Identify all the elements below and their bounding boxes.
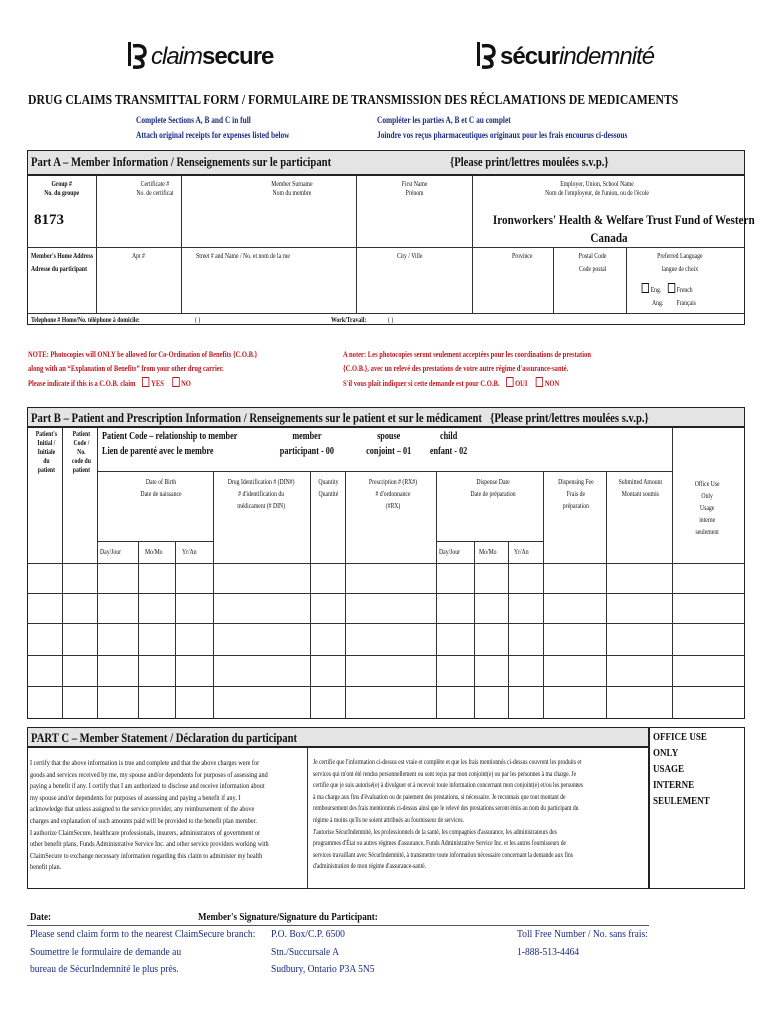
footer-send-fr-1: Soumettre le formulaire de demande au [30,946,182,958]
instructions-en-2: Attach original receipts for expenses listed below [136,130,290,140]
relationship-header: Patient Code – relationship to member Lien de parenté avec le membre [102,431,238,457]
date-label: Date: [30,911,52,923]
footer-send-fr-2: bureau de SécurIndemnité le plus près. [30,963,179,975]
dispensing-fee-header: Dispensing Fee Frais de préparation [558,478,594,510]
street-label: Street # and Name / No. et nom de la rue [196,252,290,260]
securindemnite-logo: sécurindemnité [476,40,646,74]
instructions-fr-1: Compléter les parties A, B et C au complet [377,115,511,125]
patient-initial-header: Patient's Initial / Initiale du patient [35,430,58,474]
statement-fr: Je certifie que l'information ci-dessus est vraie et complète et que les frais mentionnés ci-dessus couvrent les produits et services qui m'ont été rendus personnellement ou sont reçus par mon conjoint(e) ou par les personnes à ma charge. Je certifie que je suis autorisé(e) à divulguer et à recevoir toute information concernant mon conjoint(e) et/ou les personnes à ma charge aux fins d'évaluation ou de paiement des prestations, si nécessaire. Je reconnais que tout montant de remboursement des frais mentionnés ci-dessus ainsi que le relevé des prestations seront émis au nom du participant du régime à moins qu'ils ne soient attribués au fournisseur de services. J'autorise SécurIndemnité, les professionnels de la santé, les compagnies d'assurance, les administrateurs des programmes d'État ou autres régimes d'assurance, Funds Administrative Service Inc. et les autres fournisseurs de services travaillant avec SécurIndemnité, à transmettre toute information nécessaire concernant la demande aux fins d'administration de mon régime d'assurance-santé. [313,758,584,871]
part-a-title: Part A – Member Information / Renseignements sur le participant [31,154,332,169]
instructions-fr-2: Joindre vos reçus pharmaceutiques originaux pour les frais encourus ci-dessous [377,130,628,140]
date-of-birth-header: Date of Birth Date de naissance [140,478,182,498]
instructions-en-1: Complete Sections A, B and C in full [136,115,251,125]
group-number-value[interactable]: 8173 [34,212,64,228]
cob-note-en-1: NOTE: Photocopies will ONLY be allowed for Co-Ordination of Benefits {C.O.B.} [28,350,258,359]
dob-month-header: Mo/Mo [145,548,163,556]
part-b-title: Part B – Patient and Prescription Information / Renseignements sur le patient et sur le médicament {Please print/lettres moulées s.v.p.} [31,410,649,425]
cob-note-fr-3: S'il vous plaît indiquer si cette demande est pour C.O.B. OUI NON [343,379,560,388]
footer-address-3: Sudbury, Ontario P3A 5N5 [271,963,375,975]
work-phone-label: Work/Travail: [331,316,367,324]
footer-toll-free-label: Toll Free Number / No. sans frais: [517,928,648,940]
cob-note-en-3: Please indicate if this is a C.O.B. claim YES NO [28,379,191,388]
dob-year-header: Yr/An [182,548,197,556]
spouse-code: spouse conjoint – 01 [366,431,412,457]
province-label: Province [512,252,533,260]
office-use-label: OFFICE USE ONLY USAGE INTERNE SEULEMENT [653,731,710,807]
language-options-fr: Ang. Français [652,299,696,307]
dispense-month-header: Mo/Mo [479,548,497,556]
part-c-title: PART C – Member Statement / Déclaration du participant [31,730,298,745]
dispense-day-header: Day/Jour [439,548,461,556]
dispense-year-header: Yr/An [514,548,529,556]
footer-send-en: Please send claim form to the nearest ClaimSecure branch: [30,928,256,940]
cob-note-fr-1: A noter: Les photocopies seront seulement acceptées pour les coordinations de prestation [343,350,591,359]
surname-label: Member Surname Nom du membre [271,180,313,197]
child-code: child enfant - 02 [429,431,468,457]
signature-label: Member's Signature/Signature du Participant: [198,911,378,923]
employer-label: Employer, Union, School Name Nom de l'employeur, de l'union, ou de l'école [545,180,649,197]
patient-code-header: Patient Code / No. code du patient [71,430,91,474]
part-a-print-note: {Please print/lettres moulées s.v.p.} [450,154,609,169]
claimsecure-logo: claimsecure [127,40,257,74]
city-label: City / Ville [397,252,423,260]
cob-note-en-2: along with an “Explanation of Benefits” from your other drug carrier. [28,364,224,373]
preferred-language-label: Preferred Language langue de choix [657,252,703,273]
claimsecure-mark-icon [127,40,149,70]
member-code: member participant - 00 [279,431,334,457]
office-use-header: Office Use Only Usage interne seulement [694,480,720,536]
apt-label: Apt # [132,252,145,260]
first-name-label: First Name Prénom [401,180,428,197]
french-checkbox[interactable] [668,283,675,293]
language-options: Eng. French [640,283,693,295]
prescription-header: Prescription # (RX#) # d'ordonnance (#RX) [368,478,418,510]
employer-value[interactable]: Ironworkers' Health & Welfare Trust Fund of Western Canada [492,212,755,245]
cob-non-checkbox[interactable] [536,377,543,387]
cob-oui-checkbox[interactable] [506,377,513,387]
certificate-label: Certificate # No. de certificat [136,180,174,197]
dispense-date-header: Dispense Date Date de préparation [470,478,516,498]
cob-no-checkbox[interactable] [172,377,179,387]
postal-code-label: Postal Code Code postal [578,252,607,273]
cob-yes-checkbox[interactable] [142,377,149,387]
footer-toll-free-number: 1-888-513-4464 [517,946,580,958]
footer-address-2: Stn./Succursale A [271,946,340,958]
footer-address-1: P.O. Box/C.P. 6500 [271,928,345,940]
home-address-label: Member's Home Address Adresse du participant [31,252,94,273]
work-phone-field[interactable]: ( ) [388,316,394,324]
date-field[interactable] [60,921,190,923]
statement-en: I certify that the above information is true and complete and that the above charges were for goods and services received by me, my spouse and/or dependents for purposes of assessing and paying a benefit if any. I certify that I am authorized to disclose and receive information about my spouse and/or dependents for purposes of assessing and paying a benefit if any. I acknowledge that unless assigned to the service provider, any reimbursement of the above charges and explanation of such amounts paid will be provided to the benefit plan member. I authorize ClaimSecure, healthcare professionals, insurers, administrators of government or other benefit plans, Funds Administrative Service Inc. and other service providers working with ClaimSecure to exchange necessary information regarding this claim to administer my health benefit plan. [30,758,269,872]
home-phone-field[interactable]: ( ) [195,316,201,324]
securindemnite-mark-icon [476,40,498,70]
signature-field[interactable] [380,921,530,923]
din-header: Drug Identification # (DIN#) # d'identification du médicament (# DIN) [227,478,295,510]
group-label: Group # No. du groupe [44,180,80,197]
english-checkbox[interactable] [642,283,649,293]
form-title: DRUG CLAIMS TRANSMITTAL FORM / FORMULAIRE DE TRANSMISSION DES RÉCLAMATIONS DE MEDICAMENTS [28,93,679,108]
quantity-header: Quantity Quantité [318,478,339,498]
submitted-amount-header: Submitted Amount Montant soumis [618,478,663,498]
dob-day-header: Day/Jour [100,548,122,556]
cob-note-fr-2: {C.O.B.}, avec un relevé des prestations de votre autre régime d'assurance-santé. [343,364,569,373]
home-phone-label: Telephone # Home/No. téléphone à domicile: [31,316,140,324]
